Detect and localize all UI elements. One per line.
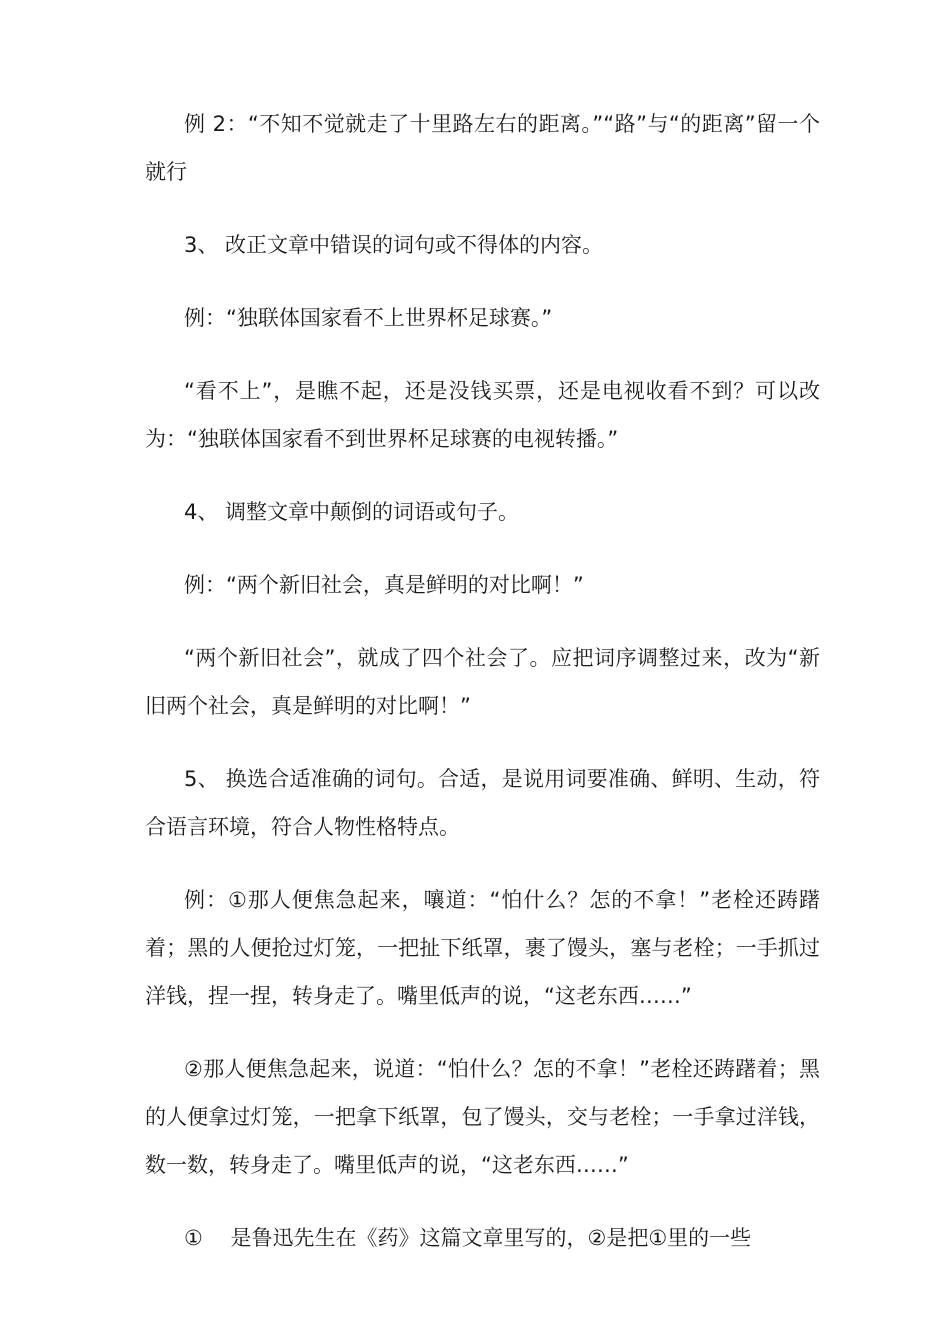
paragraph-point-4: 4、 调整文章中颠倒的词语或句子。 (184, 500, 520, 524)
paragraph-point-5: 5、 换选合适准确的词句。合适，是说用词要准确、鲜明、生动，符合语言环境，符合人物性格特点。 (145, 767, 820, 839)
paragraph-analysis: ① 是鲁迅先生在《药》这篇文章里写的，②是把①里的一些 (184, 1226, 752, 1250)
paragraph-example-4: 例：“两个新旧社会，真是鲜明的对比啊！” (184, 573, 584, 597)
paragraph-explanation-3: “看不上”，是瞧不起，还是没钱买票，还是电视收看不到？可以改为：“独联体国家看不到世界杯足球赛的电视转播。” (145, 379, 820, 451)
paragraph-example-5a: 例：①那人便焦急起来，嚷道：“怕什么？怎的不拿！”老栓还踌躇着；黑的人便抢过灯笼，一把扯下纸罩，裹了馒头，塞与老栓；一手抓过洋钱，捏一捏，转身走了。嘴里低声的说，“这老东西……” (145, 888, 820, 1008)
paragraph-example-5b: ②那人便焦急起来，说道：“怕什么？怎的不拿！”老栓还踌躇着；黑的人便拿过灯笼，一把拿下纸罩，包了馒头，交与老栓；一手拿过洋钱，数一数，转身走了。嘴里低声的说，“这老东西……” (145, 1057, 820, 1177)
document-body (145, 100, 820, 1287)
paragraph-example-2: 例 2：“不知不觉就走了十里路左右的距离。”“路”与“的距离”留一个就行 (145, 112, 820, 184)
paragraph-example-3: 例：“独联体国家看不上世界杯足球赛。” (184, 306, 553, 330)
paragraph-point-3: 3、 改正文章中错误的词句或不得体的内容。 (184, 233, 604, 257)
paragraph-explanation-4: “两个新旧社会”，就成了四个社会了。应把词序调整过来，改为“新旧两个社会，真是鲜明的对比啊！” (145, 646, 820, 718)
